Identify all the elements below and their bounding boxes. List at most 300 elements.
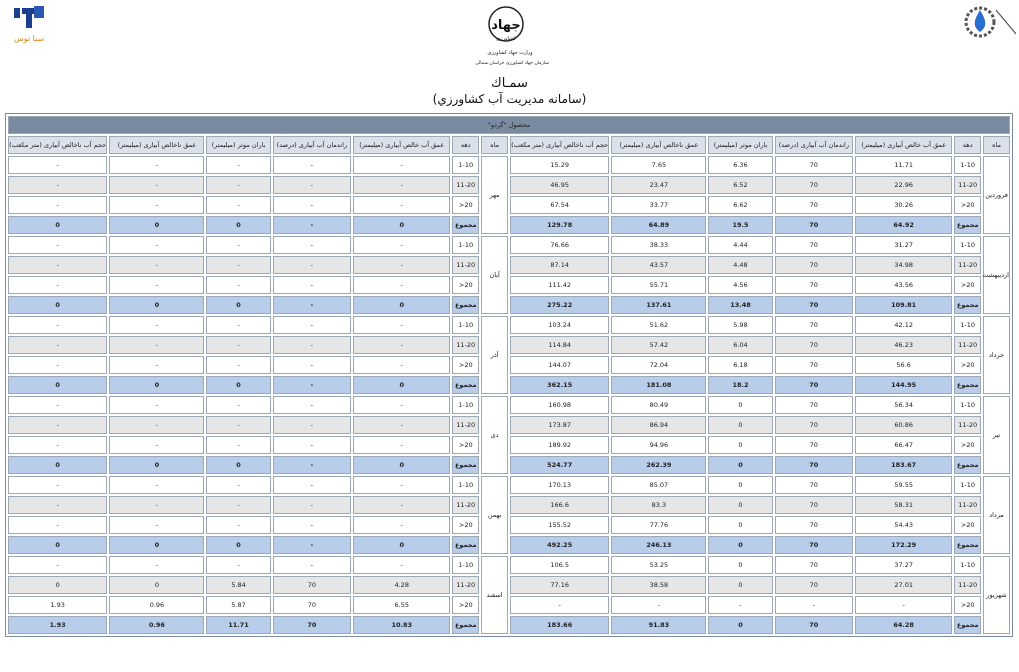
value-cell: 11.71: [855, 156, 952, 174]
decade-cell: 11-20: [954, 496, 981, 514]
value-cell: 70: [775, 216, 854, 234]
table-row: [8, 536, 1010, 554]
month-cell: دی: [481, 396, 508, 474]
value-cell: 70: [775, 376, 854, 394]
decade-cell: مجموع: [954, 376, 981, 394]
decade-cell: 1-10: [954, 396, 981, 414]
value-cell: 160.98: [510, 396, 609, 414]
value-cell: 83.3: [611, 496, 706, 514]
value-cell: 0: [353, 536, 450, 554]
jahad-logo-sub1: کشاورزی: [496, 36, 516, 42]
value-cell: -: [206, 516, 270, 534]
value-cell: -: [109, 416, 204, 434]
month-cell: بهمن: [481, 476, 508, 554]
decade-cell: 20<: [452, 276, 479, 294]
value-cell: -: [353, 176, 450, 194]
value-cell: -: [206, 336, 270, 354]
value-cell: 0: [206, 216, 270, 234]
value-cell: 70: [775, 456, 854, 474]
value-cell: -: [8, 316, 107, 334]
decade-cell: 1-10: [954, 556, 981, 574]
value-cell: -: [109, 516, 204, 534]
value-cell: -: [206, 236, 270, 254]
decade-cell: 1-10: [954, 236, 981, 254]
value-cell: 5.84: [206, 576, 270, 594]
value-cell: -: [353, 496, 450, 514]
decade-cell: مجموع: [452, 456, 479, 474]
month-cell: مرداد: [983, 476, 1010, 554]
value-cell: 70: [775, 316, 854, 334]
month-cell: مهر: [481, 156, 508, 234]
value-cell: -: [273, 556, 352, 574]
value-cell: 246.13: [611, 536, 706, 554]
decade-cell: مجموع: [452, 616, 479, 634]
table-row: [8, 336, 1010, 354]
value-cell: -: [206, 496, 270, 514]
value-cell: -: [8, 276, 107, 294]
value-cell: 183.66: [510, 616, 609, 634]
value-cell: -: [8, 516, 107, 534]
value-cell: -: [611, 596, 706, 614]
value-cell: 70: [775, 296, 854, 314]
value-cell: 183.67: [855, 456, 952, 474]
value-cell: -: [109, 336, 204, 354]
value-cell: -: [109, 436, 204, 454]
decade-cell: 20<: [954, 596, 981, 614]
value-cell: 0: [708, 416, 772, 434]
table-row: [8, 516, 1010, 534]
value-cell: -: [353, 336, 450, 354]
value-cell: 0: [708, 396, 772, 414]
value-cell: -: [353, 516, 450, 534]
value-cell: -: [8, 176, 107, 194]
value-cell: -: [855, 596, 952, 614]
value-cell: -: [109, 476, 204, 494]
value-cell: -: [109, 256, 204, 274]
value-cell: -: [8, 416, 107, 434]
decade-cell: 20<: [954, 356, 981, 374]
value-cell: 0: [353, 296, 450, 314]
value-cell: -: [8, 496, 107, 514]
value-cell: 0.96: [109, 596, 204, 614]
value-cell: -: [206, 276, 270, 294]
value-cell: -: [353, 316, 450, 334]
table-row: [8, 316, 1010, 334]
decade-cell: 1-10: [452, 556, 479, 574]
value-cell: -: [206, 156, 270, 174]
value-cell: 106.5: [510, 556, 609, 574]
value-cell: 70: [775, 496, 854, 514]
table-caption: محصول "گردو": [8, 116, 1010, 134]
value-cell: 103.24: [510, 316, 609, 334]
value-cell: 33.77: [611, 196, 706, 214]
value-cell: 6.55: [353, 596, 450, 614]
decade-cell: 11-20: [452, 256, 479, 274]
decade-cell: 1-10: [954, 156, 981, 174]
value-cell: -: [206, 196, 270, 214]
table-row: [8, 576, 1010, 594]
value-cell: 0: [708, 496, 772, 514]
value-cell: 51.62: [611, 316, 706, 334]
value-cell: -: [510, 596, 609, 614]
table-row: [8, 616, 1010, 634]
header-efficiency: راندمان آب آبیاری (درصد): [775, 136, 854, 154]
table-row: [8, 436, 1010, 454]
header-gross-volume: حجم آب ناخالص آبیاری (متر مکعب): [8, 136, 107, 154]
value-cell: 0: [708, 536, 772, 554]
header-effective-rain: باران موثر (میلیمتر): [708, 136, 772, 154]
value-cell: 55.71: [611, 276, 706, 294]
decade-cell: 20<: [452, 356, 479, 374]
table-row: [8, 276, 1010, 294]
value-cell: 70: [775, 396, 854, 414]
value-cell: 67.54: [510, 196, 609, 214]
value-cell: 0: [353, 376, 450, 394]
decade-cell: مجموع: [954, 296, 981, 314]
value-cell: 70: [775, 276, 854, 294]
value-cell: -: [708, 596, 772, 614]
value-cell: 70: [775, 336, 854, 354]
value-cell: 172.29: [855, 536, 952, 554]
value-cell: 170.13: [510, 476, 609, 494]
value-cell: 6.04: [708, 336, 772, 354]
value-cell: 173.87: [510, 416, 609, 434]
value-cell: 22.96: [855, 176, 952, 194]
value-cell: -: [353, 556, 450, 574]
value-cell: 37.27: [855, 556, 952, 574]
decade-cell: مجموع: [452, 376, 479, 394]
value-cell: 64.92: [855, 216, 952, 234]
value-cell: -: [353, 196, 450, 214]
decade-cell: 20<: [452, 436, 479, 454]
value-cell: -: [206, 416, 270, 434]
value-cell: 70: [775, 156, 854, 174]
value-cell: 76.66: [510, 236, 609, 254]
page-title: سمـاك: [491, 76, 528, 91]
value-cell: -: [353, 436, 450, 454]
value-cell: 11.71: [206, 616, 270, 634]
value-cell: 70: [775, 576, 854, 594]
decade-cell: مجموع: [954, 616, 981, 634]
jahad-logo-sub3: سازمان جهاد کشاورزی خراسان شمالی: [475, 61, 549, 66]
value-cell: 77.76: [611, 516, 706, 534]
value-cell: 86.94: [611, 416, 706, 434]
value-cell: 10.83: [353, 616, 450, 634]
value-cell: 1.93: [8, 616, 107, 634]
value-cell: 34.98: [855, 256, 952, 274]
decade-cell: مجموع: [452, 216, 479, 234]
value-cell: 524.77: [510, 456, 609, 474]
value-cell: 38.58: [611, 576, 706, 594]
value-cell: 59.55: [855, 476, 952, 494]
value-cell: 77.16: [510, 576, 609, 594]
value-cell: 46.95: [510, 176, 609, 194]
month-cell: شهریور: [983, 556, 1010, 634]
decade-cell: 11-20: [452, 416, 479, 434]
value-cell: 64.89: [611, 216, 706, 234]
value-cell: 0: [353, 456, 450, 474]
value-cell: -: [109, 356, 204, 374]
value-cell: -: [273, 356, 352, 374]
value-cell: 70: [775, 516, 854, 534]
value-cell: 43.56: [855, 276, 952, 294]
value-cell: 0: [109, 536, 204, 554]
value-cell: 91.83: [611, 616, 706, 634]
value-cell: -: [273, 176, 352, 194]
table-row: [8, 456, 1010, 474]
value-cell: 0: [206, 456, 270, 474]
value-cell: -: [353, 236, 450, 254]
jahad-logo: [475, 4, 549, 70]
value-cell: 4.28: [353, 576, 450, 594]
value-cell: -: [273, 216, 352, 234]
value-cell: 189.92: [510, 436, 609, 454]
value-cell: 70: [775, 256, 854, 274]
header-month: ماه: [983, 136, 1010, 154]
decade-cell: مجموع: [954, 456, 981, 474]
decade-cell: 1-10: [954, 476, 981, 494]
value-cell: -: [353, 416, 450, 434]
value-cell: 70: [775, 616, 854, 634]
header-month: ماه: [481, 136, 508, 154]
decade-cell: 20<: [954, 516, 981, 534]
value-cell: -: [353, 356, 450, 374]
decade-cell: 1-10: [452, 476, 479, 494]
value-cell: 0: [8, 576, 107, 594]
value-cell: 18.2: [708, 376, 772, 394]
value-cell: 30.26: [855, 196, 952, 214]
decade-cell: 20<: [954, 436, 981, 454]
decade-cell: 11-20: [452, 336, 479, 354]
value-cell: -: [273, 516, 352, 534]
decade-cell: 11-20: [452, 576, 479, 594]
value-cell: 15.29: [510, 156, 609, 174]
decade-cell: 20<: [452, 196, 479, 214]
header-gross-volume: حجم آب ناخالص آبیاری (متر مکعب): [510, 136, 609, 154]
value-cell: 6.18: [708, 356, 772, 374]
table-row: [8, 216, 1010, 234]
value-cell: 0: [109, 456, 204, 474]
value-cell: -: [353, 256, 450, 274]
value-cell: 275.22: [510, 296, 609, 314]
value-cell: 6.62: [708, 196, 772, 214]
value-cell: -: [109, 196, 204, 214]
value-cell: 4.44: [708, 236, 772, 254]
value-cell: 144.07: [510, 356, 609, 374]
value-cell: 46.23: [855, 336, 952, 354]
value-cell: 137.61: [611, 296, 706, 314]
table-row: [8, 496, 1010, 514]
water-management-table: [5, 113, 1013, 637]
value-cell: -: [206, 176, 270, 194]
value-cell: -: [273, 336, 352, 354]
value-cell: 70: [775, 416, 854, 434]
value-cell: -: [273, 536, 352, 554]
value-cell: 0: [109, 296, 204, 314]
value-cell: -: [273, 276, 352, 294]
table-row: [8, 176, 1010, 194]
value-cell: -: [273, 316, 352, 334]
value-cell: 70: [273, 576, 352, 594]
value-cell: 0: [708, 556, 772, 574]
jahad-logo-sub2: وزارت جهاد کشاورزی: [487, 50, 533, 56]
value-cell: 23.47: [611, 176, 706, 194]
decade-cell: 11-20: [954, 416, 981, 434]
value-cell: -: [8, 196, 107, 214]
value-cell: 64.28: [855, 616, 952, 634]
decade-cell: مجموع: [954, 216, 981, 234]
header-net-depth: عمق آب خالص آبیاری (میلیمتر): [855, 136, 952, 154]
water-organization-logo: [960, 4, 1018, 44]
value-cell: 262.39: [611, 456, 706, 474]
value-cell: -: [8, 556, 107, 574]
value-cell: 0: [8, 376, 107, 394]
value-cell: 80.49: [611, 396, 706, 414]
value-cell: 7.65: [611, 156, 706, 174]
value-cell: 6.36: [708, 156, 772, 174]
value-cell: 66.47: [855, 436, 952, 454]
value-cell: 0: [206, 536, 270, 554]
month-cell: اردیبهشت: [983, 236, 1010, 314]
decade-cell: 1-10: [452, 236, 479, 254]
value-cell: -: [8, 236, 107, 254]
table-row: [8, 236, 1010, 254]
value-cell: 70: [273, 616, 352, 634]
value-cell: -: [109, 176, 204, 194]
value-cell: 42.12: [855, 316, 952, 334]
decade-cell: مجموع: [452, 296, 479, 314]
table-row: [8, 476, 1010, 494]
value-cell: -: [8, 336, 107, 354]
value-cell: -: [206, 436, 270, 454]
value-cell: 58.31: [855, 496, 952, 514]
jahad-logo-title: جهاد: [491, 18, 521, 33]
header-gross-depth: عمق ناخالص آبیاری (میلیمتر): [109, 136, 204, 154]
value-cell: -: [273, 296, 352, 314]
header-net-depth: عمق آب خالص آبیاری (میلیمتر): [353, 136, 450, 154]
value-cell: 56.6: [855, 356, 952, 374]
header-efficiency: راندمان آب آبیاری (درصد): [273, 136, 352, 154]
value-cell: 27.01: [855, 576, 952, 594]
decade-cell: 11-20: [954, 576, 981, 594]
value-cell: 0: [708, 456, 772, 474]
decade-cell: 20<: [452, 516, 479, 534]
decade-cell: 20<: [954, 276, 981, 294]
decade-cell: 1-10: [452, 156, 479, 174]
value-cell: 53.25: [611, 556, 706, 574]
header-effective-rain: باران موثر (میلیمتر): [206, 136, 270, 154]
value-cell: 0: [8, 456, 107, 474]
value-cell: 70: [775, 236, 854, 254]
decade-cell: مجموع: [954, 536, 981, 554]
value-cell: -: [206, 256, 270, 274]
table-row: [8, 156, 1010, 174]
value-cell: -: [273, 376, 352, 394]
value-cell: -: [353, 396, 450, 414]
month-cell: تیر: [983, 396, 1010, 474]
value-cell: -: [206, 556, 270, 574]
value-cell: 0: [109, 376, 204, 394]
siatoos-logo-text: سیا توس: [14, 34, 45, 43]
value-cell: -: [109, 156, 204, 174]
value-cell: 70: [775, 196, 854, 214]
value-cell: -: [8, 476, 107, 494]
table-row: [8, 296, 1010, 314]
value-cell: 111.42: [510, 276, 609, 294]
header-decade: دهه: [452, 136, 479, 154]
value-cell: 57.42: [611, 336, 706, 354]
value-cell: -: [206, 396, 270, 414]
value-cell: -: [273, 236, 352, 254]
value-cell: 72.04: [611, 356, 706, 374]
table-row: [8, 196, 1010, 214]
value-cell: 0: [8, 216, 107, 234]
value-cell: 0: [206, 296, 270, 314]
decade-cell: مجموع: [452, 536, 479, 554]
value-cell: -: [353, 276, 450, 294]
decade-cell: 11-20: [452, 496, 479, 514]
value-cell: 114.84: [510, 336, 609, 354]
value-cell: 70: [775, 356, 854, 374]
value-cell: 6.52: [708, 176, 772, 194]
value-cell: 129.78: [510, 216, 609, 234]
value-cell: -: [273, 256, 352, 274]
decade-cell: 11-20: [954, 336, 981, 354]
decade-cell: 1-10: [954, 316, 981, 334]
value-cell: -: [273, 456, 352, 474]
value-cell: -: [109, 556, 204, 574]
page-subtitle: (سامانه مديريت آب كشاورزي): [432, 92, 587, 106]
value-cell: -: [206, 316, 270, 334]
value-cell: 5.98: [708, 316, 772, 334]
value-cell: 31.27: [855, 236, 952, 254]
value-cell: -: [109, 396, 204, 414]
decade-cell: 20<: [452, 596, 479, 614]
value-cell: 0: [708, 436, 772, 454]
value-cell: 181.08: [611, 376, 706, 394]
header-gross-depth: عمق ناخالص آبیاری (میلیمتر): [611, 136, 706, 154]
table-row: [8, 556, 1010, 574]
value-cell: 70: [775, 536, 854, 554]
header-decade: دهه: [954, 136, 981, 154]
value-cell: 144.95: [855, 376, 952, 394]
value-cell: 0: [708, 616, 772, 634]
value-cell: -: [353, 476, 450, 494]
month-cell: فروردین: [983, 156, 1010, 234]
value-cell: 0: [206, 376, 270, 394]
value-cell: 70: [775, 556, 854, 574]
value-cell: 87.14: [510, 256, 609, 274]
decade-cell: 11-20: [954, 256, 981, 274]
value-cell: 0: [8, 536, 107, 554]
value-cell: -: [109, 236, 204, 254]
value-cell: -: [273, 156, 352, 174]
value-cell: 70: [775, 176, 854, 194]
table-row: [8, 376, 1010, 394]
table-row: [8, 356, 1010, 374]
value-cell: 56.34: [855, 396, 952, 414]
table-row: [8, 256, 1010, 274]
page-header: [0, 0, 1019, 112]
value-cell: 0: [708, 576, 772, 594]
value-cell: -: [273, 476, 352, 494]
value-cell: 70: [775, 476, 854, 494]
decade-cell: 1-10: [452, 396, 479, 414]
value-cell: 0: [708, 476, 772, 494]
value-cell: 0: [109, 216, 204, 234]
value-cell: 0: [708, 516, 772, 534]
value-cell: -: [775, 596, 854, 614]
